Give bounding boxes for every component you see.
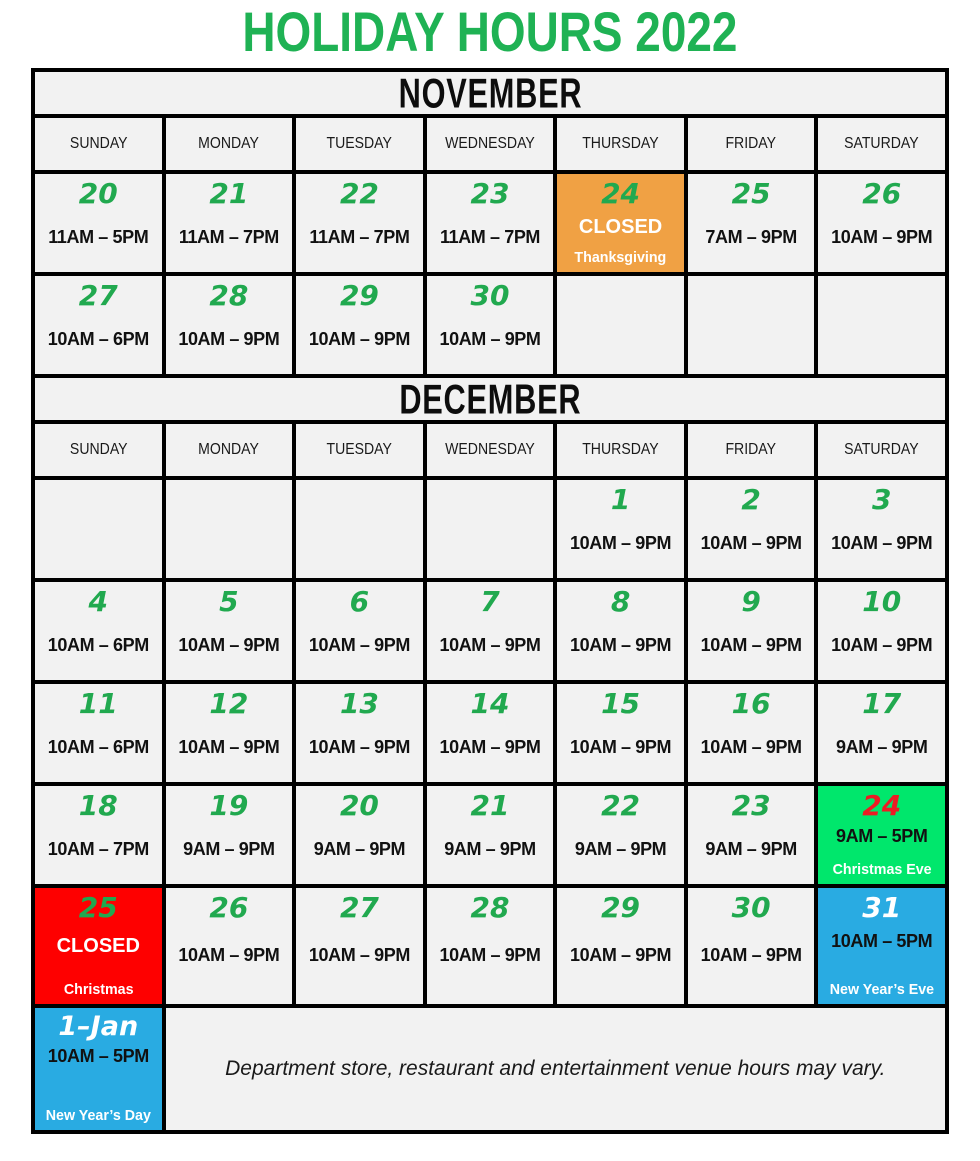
day-number: 29	[339, 279, 379, 312]
day-cell-nov-21	[164, 172, 295, 274]
day-cell-dec-5	[164, 580, 295, 682]
week-row	[33, 172, 947, 274]
day-number: 4	[88, 585, 109, 618]
day-cell-nov-27	[33, 274, 164, 376]
day-number: 26	[862, 177, 902, 210]
empty-day-cell	[425, 478, 556, 580]
day-hours: 10AM – 9PM	[831, 226, 933, 247]
day-cell-dec-26	[164, 886, 295, 1006]
day-cell-dec-15	[555, 682, 686, 784]
day-cell-dec-16	[686, 682, 817, 784]
day-hours: 10AM – 9PM	[700, 532, 802, 553]
closed-status: CLOSED	[578, 215, 663, 238]
day-cell-dec-25	[33, 886, 164, 1006]
day-cell-dec-20	[294, 784, 425, 886]
day-number: 22	[601, 789, 641, 822]
day-hours: 10AM – 9PM	[439, 328, 541, 349]
day-hours: 11AM – 7PM	[439, 226, 541, 247]
day-cell-dec-7	[425, 580, 556, 682]
day-hours: 10AM – 9PM	[178, 328, 280, 349]
day-number: 1–Jan	[58, 1011, 139, 1042]
day-cell-nov-26	[816, 172, 947, 274]
day-number: 30	[470, 279, 510, 312]
day-hours: 10AM – 6PM	[47, 634, 149, 655]
day-number: 1	[610, 483, 631, 516]
day-cell-dec-18	[33, 784, 164, 886]
day-number: 5	[219, 585, 239, 618]
day-number: 23	[731, 789, 771, 822]
weekday-label: FRIDAY	[725, 441, 777, 458]
day-cell-nov-28	[164, 274, 295, 376]
day-cell-dec-12	[164, 682, 295, 784]
holiday-label: New Year’s Day	[45, 1107, 151, 1124]
day-hours: 10AM – 9PM	[831, 532, 933, 553]
day-hours: 9AM – 9PM	[705, 838, 797, 859]
weekday-label: TUESDAY	[326, 135, 393, 152]
weekday-label: THURSDAY	[582, 135, 659, 152]
weekday-header-sunday	[33, 116, 164, 172]
day-hours: 10AM – 9PM	[439, 944, 541, 965]
empty-day-cell	[555, 274, 686, 376]
day-cell-dec-23	[686, 784, 817, 886]
holiday-label: New Year’s Eve	[829, 981, 934, 998]
weekday-header-friday	[686, 422, 817, 478]
day-hours: 10AM – 7PM	[47, 838, 149, 859]
day-number: 30	[731, 891, 771, 924]
day-hours: 10AM – 6PM	[47, 328, 149, 349]
weekday-header-tuesday	[294, 422, 425, 478]
day-number: 20	[339, 789, 379, 822]
day-number: 20	[78, 177, 118, 210]
day-hours: 10AM – 5PM	[47, 1046, 149, 1067]
day-hours: 10AM – 9PM	[178, 944, 280, 965]
week-row	[33, 784, 947, 886]
weekday-header-saturday	[816, 116, 947, 172]
day-cell-dec-22	[555, 784, 686, 886]
weekday-header-thursday	[555, 116, 686, 172]
day-hours: 10AM – 9PM	[700, 944, 802, 965]
weekday-header-sunday	[33, 422, 164, 478]
day-number: 22	[339, 177, 379, 210]
day-hours: 10AM – 9PM	[700, 634, 802, 655]
day-cell-dec-24	[816, 784, 947, 886]
week-row	[33, 682, 947, 784]
day-number: 14	[470, 687, 510, 720]
day-number: 25	[78, 891, 118, 924]
day-hours: 10AM – 9PM	[308, 634, 410, 655]
footer-note-cell	[164, 1006, 947, 1132]
day-cell-dec-13	[294, 682, 425, 784]
day-hours: 10AM – 9PM	[308, 944, 410, 965]
day-hours: 11AM – 7PM	[309, 226, 410, 247]
day-cell-dec-21	[425, 784, 556, 886]
day-cell-nov-22	[294, 172, 425, 274]
weekday-header-wednesday	[425, 422, 556, 478]
day-number: 24	[862, 789, 902, 822]
day-hours: 9AM – 5PM	[835, 825, 928, 846]
weekday-label: THURSDAY	[582, 441, 659, 458]
day-number: 24	[601, 177, 641, 210]
day-cell-dec-29	[555, 886, 686, 1006]
day-cell-dec-31	[816, 886, 947, 1006]
day-cell-dec-4	[33, 580, 164, 682]
day-cell-dec-9	[686, 580, 817, 682]
day-cell-dec-10	[816, 580, 947, 682]
day-hours: 10AM – 9PM	[570, 532, 672, 553]
day-cell-dec-11	[33, 682, 164, 784]
day-cell-nov-30	[425, 274, 556, 376]
day-hours: 10AM – 6PM	[47, 736, 149, 757]
day-cell-dec-27	[294, 886, 425, 1006]
weekday-header-thursday	[555, 422, 686, 478]
empty-day-cell	[686, 274, 817, 376]
day-cell-dec-3	[816, 478, 947, 580]
calendar-grid	[31, 68, 949, 1134]
day-number: 18	[78, 789, 118, 822]
day-cell-nov-23	[425, 172, 556, 274]
month-name: NOVEMBER	[398, 69, 582, 116]
weekday-label: MONDAY	[198, 441, 260, 458]
holiday-label: Christmas Eve	[832, 861, 932, 878]
page-title-wrap	[0, 2, 980, 62]
day-number: 28	[470, 891, 510, 924]
day-number: 15	[601, 687, 641, 720]
weekday-label: SUNDAY	[69, 135, 128, 152]
day-hours: 10AM – 9PM	[700, 736, 802, 757]
footer-row	[33, 1006, 947, 1132]
month-header-november	[33, 70, 947, 116]
day-number: 13	[339, 687, 379, 720]
weekday-label: MONDAY	[198, 135, 260, 152]
day-cell-dec-6	[294, 580, 425, 682]
weekday-header-row	[33, 422, 947, 478]
day-hours: 10AM – 9PM	[570, 944, 672, 965]
day-number: 17	[862, 687, 902, 720]
day-number: 7	[480, 585, 500, 618]
weekday-label: SUNDAY	[69, 441, 128, 458]
day-number: 6	[349, 585, 370, 618]
weekday-label: TUESDAY	[326, 441, 393, 458]
day-hours: 10AM – 9PM	[178, 634, 280, 655]
day-hours: 10AM – 9PM	[178, 736, 280, 757]
day-cell-nov-25	[686, 172, 817, 274]
week-row	[33, 478, 947, 580]
day-cell-dec-28	[425, 886, 556, 1006]
weekday-header-saturday	[816, 422, 947, 478]
day-hours: 9AM – 9PM	[574, 838, 667, 859]
day-hours: 9AM – 9PM	[313, 838, 406, 859]
day-hours: 10AM – 9PM	[439, 736, 541, 757]
holiday-hours-poster	[0, 2, 980, 1134]
weekday-label: SATURDAY	[844, 135, 919, 152]
day-number: 10	[862, 585, 902, 618]
day-hours: 9AM – 9PM	[183, 838, 275, 859]
weekday-header-friday	[686, 116, 817, 172]
month-name: DECEMBER	[399, 375, 581, 422]
month-header-december	[33, 376, 947, 422]
day-number: 19	[209, 789, 249, 822]
day-hours: 10AM – 9PM	[570, 634, 672, 655]
weekday-label: FRIDAY	[725, 135, 777, 152]
day-cell-jan-1Jan	[33, 1006, 164, 1132]
week-row	[33, 580, 947, 682]
day-cell-dec-14	[425, 682, 556, 784]
day-hours: 9AM – 9PM	[835, 736, 928, 757]
day-number: 8	[610, 585, 631, 618]
weekday-label: WEDNESDAY	[445, 135, 535, 152]
day-number: 12	[209, 687, 249, 720]
day-number: 27	[78, 279, 118, 312]
day-cell-dec-2	[686, 478, 817, 580]
day-cell-dec-8	[555, 580, 686, 682]
holiday-label: Thanksgiving	[574, 249, 667, 266]
page-title: HOLIDAY HOURS 2022	[242, 0, 738, 63]
weekday-header-tuesday	[294, 116, 425, 172]
day-cell-dec-17	[816, 682, 947, 784]
weekday-label: WEDNESDAY	[445, 441, 535, 458]
day-hours: 11AM – 7PM	[178, 226, 279, 247]
day-cell-dec-30	[686, 886, 817, 1006]
day-number: 26	[209, 891, 249, 924]
weekday-header-monday	[164, 422, 295, 478]
day-number: 21	[209, 177, 249, 210]
weekday-header-wednesday	[425, 116, 556, 172]
day-number: 21	[470, 789, 510, 822]
day-cell-nov-24	[555, 172, 686, 274]
empty-day-cell	[33, 478, 164, 580]
weekday-label: SATURDAY	[844, 441, 919, 458]
day-number: 27	[339, 891, 379, 924]
day-hours: 10AM – 9PM	[308, 736, 410, 757]
day-hours: 10AM – 9PM	[308, 328, 410, 349]
day-number: 28	[209, 279, 249, 312]
day-number: 16	[731, 687, 771, 720]
day-hours: 7AM – 9PM	[705, 226, 797, 247]
day-hours: 10AM – 5PM	[831, 930, 933, 951]
empty-day-cell	[816, 274, 947, 376]
day-number: 2	[741, 483, 761, 516]
day-cell-dec-19	[164, 784, 295, 886]
day-hours: 9AM – 9PM	[444, 838, 536, 859]
day-number: 29	[601, 891, 641, 924]
day-hours: 10AM – 9PM	[570, 736, 672, 757]
day-cell-dec-1	[555, 478, 686, 580]
weekday-header-row	[33, 116, 947, 172]
empty-day-cell	[294, 478, 425, 580]
day-hours: 10AM – 9PM	[831, 634, 933, 655]
holiday-label: Christmas	[63, 981, 134, 998]
week-row	[33, 886, 947, 1006]
week-row	[33, 274, 947, 376]
day-number: 31	[862, 891, 902, 924]
closed-status: CLOSED	[56, 934, 140, 957]
day-hours: 11AM – 5PM	[48, 226, 149, 247]
day-number: 9	[741, 585, 761, 618]
day-number: 23	[470, 177, 510, 210]
day-number: 3	[871, 483, 892, 516]
day-cell-nov-20	[33, 172, 164, 274]
day-number: 11	[78, 687, 118, 720]
empty-day-cell	[164, 478, 295, 580]
day-cell-nov-29	[294, 274, 425, 376]
weekday-header-monday	[164, 116, 295, 172]
day-number: 25	[731, 177, 771, 210]
footer-note-text: Department store, restaurant and entertainment venue hours may vary.	[225, 1057, 886, 1080]
day-hours: 10AM – 9PM	[439, 634, 541, 655]
